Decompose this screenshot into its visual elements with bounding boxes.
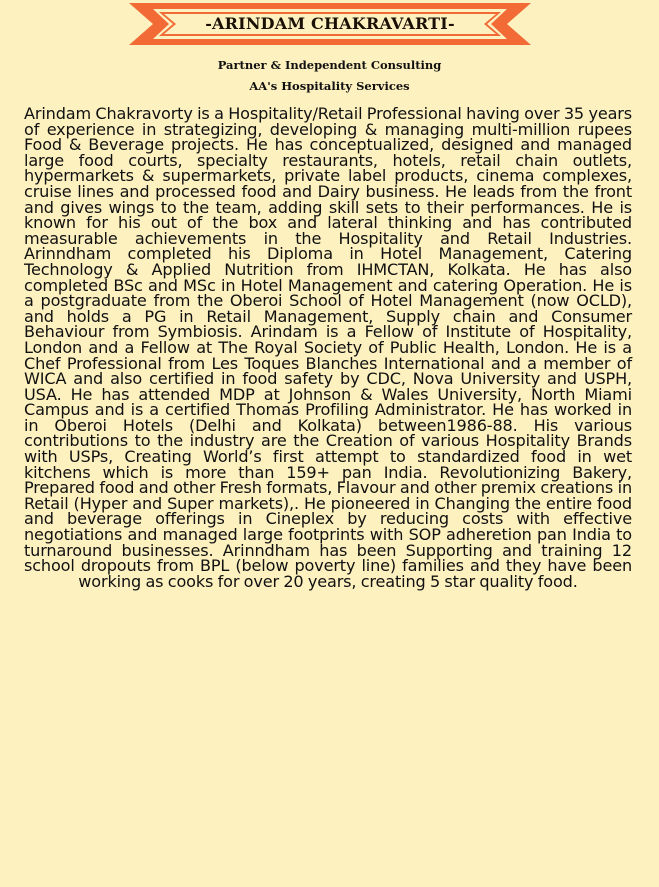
role-subtitle: Partner & Independent Consulting — [217, 58, 442, 72]
name-banner — [129, 3, 531, 45]
person-name: -ARINDAM CHAKRAVARTI- — [205, 14, 455, 33]
company-subtitle: AA's Hospitality Services — [249, 79, 410, 93]
biography-paragraph: Arindam Chakravorty is a Hospitality/Retail Professional having over 35 years of experience in strategizing, developing & managing multi-million rupees Food & Beverage projects. He has conceptualized, designed and managed large food courts, specialty restaurants, hotels, retail chain outlets, hypermarkets & supermarkets, private label products, cinema complexes, cruise lines and processed food and Dairy business. He leads from the front and gives wings to the team, adding skill sets to their performances. He is known for his out of the box and lateral thinking and has contributed measurable achievements in the Hospitality and Retail Industries. Arinndham completed his Diploma in Hotel Management, Catering Technology & Applied Nutrition from IHMCTAN, Kolkata. He has also completed BSc and MSc in Hotel Management and catering Operation. He is a postgraduate from the Oberoi School of Hotel Management (now OCLD), and holds a PG in Retail Management, Supply chain and Consumer Behaviour from Symbiosis. Arindam is a Fellow of Institute of Hospitality, London and a Fellow at The Royal Society of Public Health, London. He is a Chef Professional from Les Toques Blanches International and a member of WICA and also certified in food safety by CDC, Nova University and USPH, USA. He has attended MDP at Johnson & Wales University, North Miami Campus and is a certified Thomas Profiling Administrator. He has worked in in Oberoi Hotels (Delhi and Kolkata) between1986-88. His various contributions to the industry are the Creation of various Hospitality Brands with USPs, Creating World’s first attempt to standardized food in wet kitchens which is more than 159+ pan India. Revolutionizing Bakery, Prepared food and other Fresh formats, Flavour and other premix creations in Retail (Hyper and Super markets),. He pioneered in Changing the entire food and beverage offerings in Cineplex by reducing costs with effective negotiations and managed large footprints with SOP adheretion pan India to turnaround businesses. Arinndham has been Supporting and training 12 school dropouts from BPL (below poverty line) families and they have been working as cooks for over 20 years, creating 5 star quality food. — [24, 104, 632, 591]
